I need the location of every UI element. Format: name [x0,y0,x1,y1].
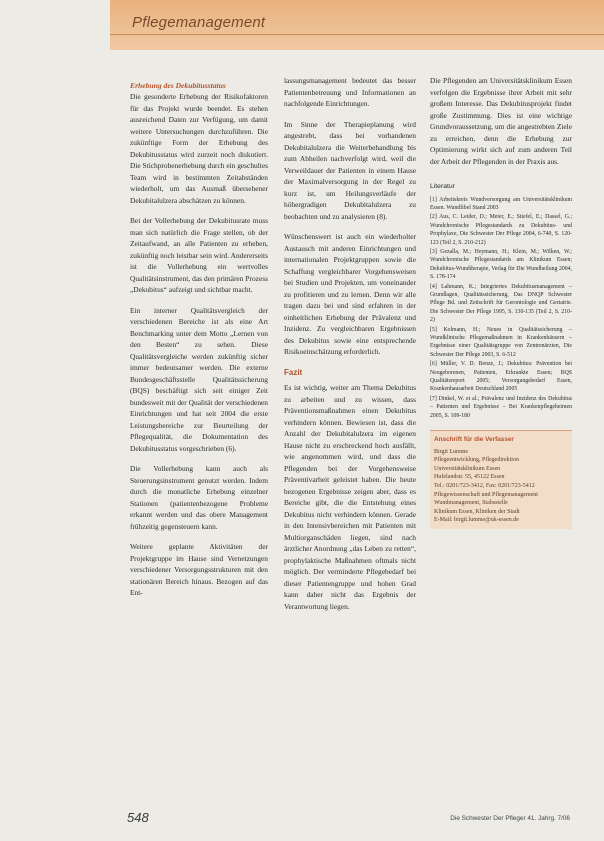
column-right [430,75,572,529]
address-line: Tel.: 0201/723-3412, Fax: 0201/723-5412 [434,482,535,489]
address-line: Wundmanagement, Stabsstelle [434,500,508,507]
fazit-heading: Fazit [284,367,303,377]
literature-entry: [6] Müller, V. D. Benze, J.; Dekubitus: Prävention bei Neugeborenen, Patienten, Erkrankte Essen; BQS Qualitätsreport 2005; Versorgungsbedarf Essen, Krankenhausarbeit Deutschland 2005 [430,361,572,393]
paragraph: Im Sinne der Therapieplanung wird angestrebt, dass bei vorhandenen Dekubitalulzera die Weiterbehandlung bis zum Abheilen nachverfolgt wird, weil die Verweildauer der Patienten in einem Hause der Maximalversorgung in der Regel zu kurz ist, um Heilungsverläufe der höhergradigen Dekubitalulzera zu beobachten und zu analysieren (8). [284,119,416,221]
subheading-dekubitusstatus: Erhebung des Dekubitusstatus [130,81,226,90]
header-rule [110,34,604,35]
address-line: Birgit Lumme [434,448,469,455]
journal-footer: Die Schwester Der Pfleger 41. Jahrg. 7/06 [450,815,570,822]
address-email: E-Mail: birgit.lumme@uk-essen.de [434,517,519,524]
paragraph: Es ist wichtig, weiter am Thema Dekubitus zu arbeiten und zu wissen, dass Präventionsmaßnahmen einen Dekubitus verhindern können. Bewiesen ist, dass die Anzahl der Dekubitalulzera im eigenen Hause nicht zu erschreckend hoch ausfällt, wie angenommen wird, und dass die Pflegenden bei der Vorgehensweise Präventivarbeit geleistet haben. Die heute bezogenen Ergebnisse zeigen aber, dass es Bereiche gibt, die die Entstehung eines Dekubitus nicht verhindern können. Gerade in den Intensivbereichen mit Patienten mit Multiorganschäden liegen, sind nach ärztlicher Anordnung „das Leben zu retten“, prophylaktische Maßnahmen oftmals nicht möglich. Der verminderte Pflegebedarf bei dieser Patientengruppe und hohen Grad kann daher nicht das Ergebnis der Verantwortung liegen. [284,383,416,611]
address-line: Universitätsklinikum Essen [434,465,501,472]
address-line: Hufelandstr. 55, 45122 Essen [434,474,505,481]
paragraph: Weitere geplante Aktivitäten der Projektgruppe im Hause sind Vernetzungen verschiedener Versorgungsstrukturen mit den stationären Bereich hinaus. Bezogen auf das Ent- [130,542,268,597]
section-title: Pflegemanagement [132,14,266,31]
literature-entry: [2] Aus, C. Leider, D.; Meier, E.; Stiefel, E.; Dassel, G.; Wundchronische Pflegestandards zu Dekubitus- und Prophylaxe, Die Schwester Der Pflege 2004, 6-740, S. 120-123 (Teil 2, S. 210-212) [430,214,572,246]
address-line: Klinikum Essen, Kliniken der Stadt [434,508,520,515]
column-left [130,80,268,608]
author-address-box [430,430,572,529]
address-heading: Anschrift für die Verfasser [434,436,514,444]
paragraph: Ein interner Qualitätsvergleich der verschiedenen Bereiche ist als eine Art Benchmarking unter dem Motto „Lernen von den Besten“ zu sehen. Diese Qualitätsvergleiche werden zukünftig sicher immer bedeutsamer werden. Die externe Bundesgeschäftsstelle Qualitätssicherung (BQS) beschäftigt sich seit einiger Zeit bundesweit mit der Qualität der verschiedenen Einrichtungen und hat seit 2004 die erste Leistungsbereiche zur Beurteilung der Pflegequalität, die Dokumentation des Dekubitusstatus vorgeschrieben (6). [130,305,268,453]
address-line: Pflegeentwicklung, Pflegedirektion [434,457,519,464]
address-line: Pflegewissenschaft und Pflegemanagement [434,491,538,498]
paragraph: Bei der Vollerhebung der Dekubitusrate muss man sich natürlich die Frage stellen, ob der Zeitaufwand, an alle Patienten zu erheben, zukünftig noch leistbar sein wird. Andererseits ist die Vollerhebung ein wertvolles Qualitätsinstrument, das den primären Prozess „Dekubitus“ aufzeigt und sichtbar macht. [130,216,268,294]
literature-entry: [3] Gezalla, M.; Heymann, H.; Klein, M.; Wilken, W.; Wundchronische Pflegestandards am Klinikum Essen; Dekubitus-Wundtherapie, Verlag für Die Wundheilung 2004, S. 178-174 [430,248,572,281]
page-number: 548 [127,810,149,825]
paragraph: Wünschenswert ist auch ein wiederholter Austausch mit anderen Einrichtungen und internationalen Projektgruppen sowie die Schaffung vergleichbarer Vorgehensweisen bei Studien und Projekten, um voneinander zu profitieren und zu lernen. Denn wir alle tragen dazu bei und sind erfahren in der einheitlichen Erhebung der Prävalenz und Inzidenz. Zu vergleichbaren Ergebnissen des Dekubitus sowie eine entsprechende Risikoeinschätzung erforderlich. [284,232,416,356]
literature-entry: [1] Arbeitskreis Wundversorgung am Universitätsklinikum Essen. Wundfibel Stand 2003 [430,196,572,211]
paragraph: Die gesonderte Erhebung der Risikofaktoren für das Projekt wurde beendet. Es stehen ausreichend Daten zur Verfügung, um damit weitere Untersuchungen durchzuführen. Die zukünftige Form der Erhebung des Dekubitusstatus wird zurzeit noch diskutiert. Die Stichprobenerhebung durch ein geschultes Team wird in bestimmten Zeitabständen wiederholt, um das Ausmaß übersehener Dekubitalulzera abschätzen zu können. [130,92,268,205]
paragraph: Die Vollerhebung kann auch als Steuerungsinstrument genutzt werden. Indem durch die monatliche Erhebung einzelner Stationen (patientenbezogene Probleme erkannt werden und das obere Management frühzeitig gegensteuern kann. [130,464,268,531]
literature-entry: [5] Kolmann, H.; Neues in Qualitätssicherung – Wundklinische Pflegemaßnahmen in Krankenhäusern – Ergebnisse einer Qualitätsgruppe von Zentrenärzten, Die Schwester Der Pflege 2003, S. 6-512 [430,326,572,358]
paragraph: Die Pflegenden am Universitätsklinikum Essen verfolgen die Ergebnisse ihrer Arbeit mit sehr großem Interesse. Das Dekubitusprojekt findet große Zustimmung. Dies ist eine wichtige Grundvoraussetzung, um die angestrebten Ziele zu erreichen, denn die Erhebung zur Optimierung wirkt sich auf zum anderen Teil der Arbeit der Pflegenden in der Praxis aus. [430,76,572,166]
column-middle [284,75,416,621]
literature-entry: [4] Lahmann, K.; Integriertes Dekubitusmanagement – Grundlagen, Qualitätssicherung, Das DNQP Schwester Pflege Bd. und Zeitschrift für Gerontologie und Geriatrie. Die Schwester Der Pflege 1995, S. 130-135 (Teil 2, S. 210-2) [430,283,572,324]
literature-heading: Literatur [430,183,455,190]
paragraph: lassungsmanagement bedeutet das besser Patientenbetreuung und Informationen an nachfolgende Einrichtungen. [284,76,416,108]
literature-entry: [7] Dinkel, W. et al.; Prävalenz und Inzidenz des Dekubitus – Patienten und Ergebnisse – Bei Krankenpflegeheimen 2005, S. 109-180 [430,395,572,419]
